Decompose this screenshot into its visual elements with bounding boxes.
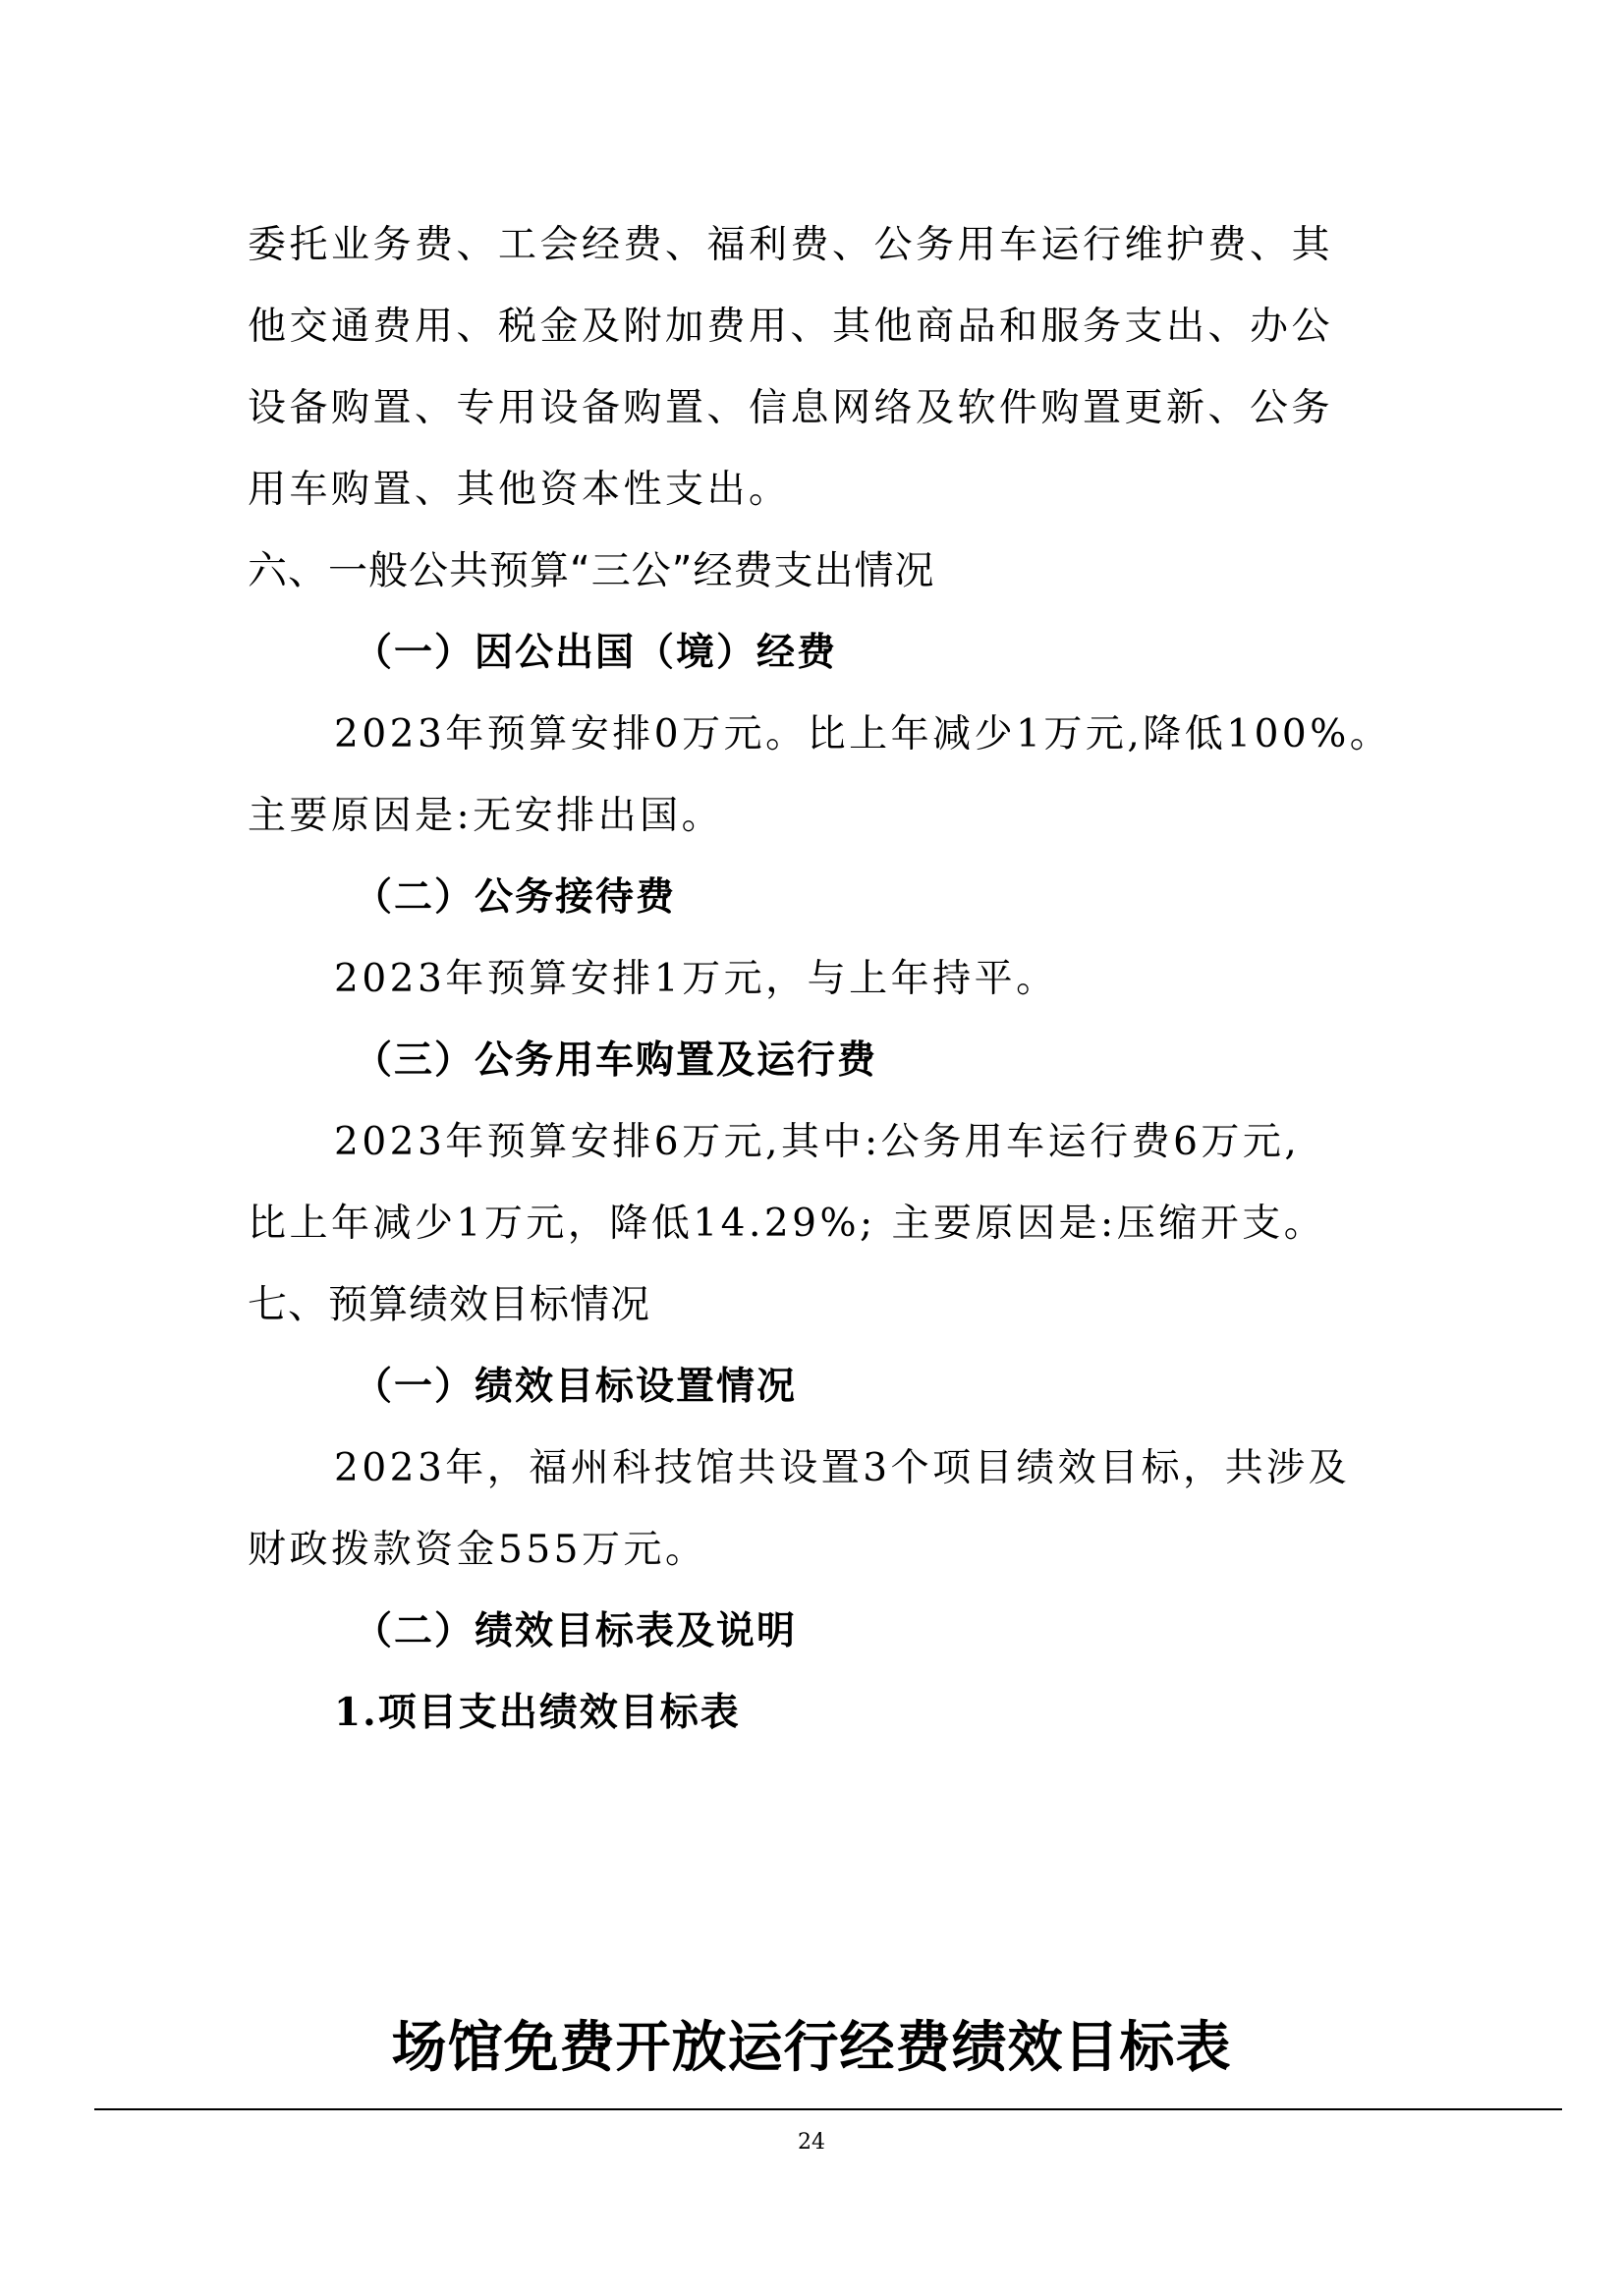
text-line: 设备购置、专用设备购置、信息网络及软件购置更新、公务 [248, 386, 1334, 430]
text-line: 他交通费用、税金及附加费用、其他商品和服务支出、办公 [248, 305, 1334, 349]
subheading-vehicles: （三）公务用车购置及运行费 [354, 1037, 878, 1083]
subheading-reception: （二）公务接待费 [354, 874, 677, 920]
subheading-overseas-travel: （一）因公出国（境）经费 [354, 630, 838, 675]
table-title: 场馆免费开放运行经费绩效目标表 [391, 2015, 1232, 2080]
text-line: 委托业务费、工会经费、福利费、公务用车运行维护费、其 [248, 223, 1334, 267]
text-line: 2023年，福州科技馆共设置3个项目绩效目标，共涉及 [334, 1446, 1351, 1490]
text-line: 2023年预算安排0万元。比上年减少1万元,降低100%。 [334, 712, 1392, 756]
text-line: 用车购置、其他资本性支出。 [248, 468, 791, 512]
text-line: 比上年减少1万元，降低14.29%; 主要原因是:压缩开支。 [248, 1202, 1326, 1246]
footer-divider [94, 2108, 1562, 2110]
page-number: 24 [798, 2130, 825, 2155]
text-line: 财政拨款资金555万元。 [248, 1528, 707, 1572]
section-heading-seven: 七、预算绩效目标情况 [248, 1282, 650, 1327]
subheading-goal-table: （二）绩效目标表及说明 [354, 1608, 798, 1653]
text-line: 2023年预算安排1万元，与上年持平。 [334, 957, 1058, 1001]
text-line: 2023年预算安排6万元,其中:公务用车运行费6万元, [334, 1120, 1301, 1164]
text-line: 主要原因是:无安排出国。 [248, 794, 724, 838]
subheading-project-table: 1.项目支出绩效目标表 [334, 1690, 741, 1735]
section-heading-six: 六、一般公共预算“三公”经费支出情况 [248, 548, 935, 593]
subheading-goal-setting: （一）绩效目标设置情况 [354, 1364, 798, 1409]
body-text [248, 204, 1392, 1754]
